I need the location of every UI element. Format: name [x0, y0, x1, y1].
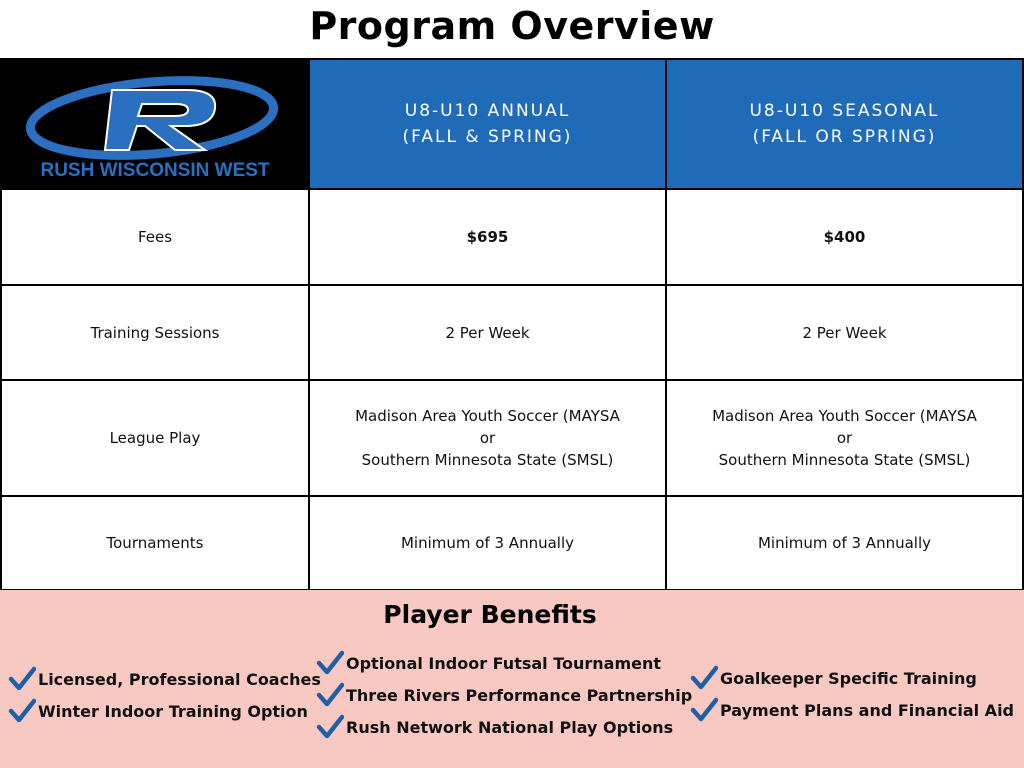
table-row-fees	[1, 189, 1023, 285]
league-annual-line2: or	[479, 429, 496, 447]
benefit-label: Winter Indoor Training Option	[38, 701, 308, 721]
benefit-item	[8, 663, 321, 695]
benefit-item	[8, 695, 321, 727]
table-header-row	[1, 59, 1023, 189]
table-row-league	[1, 380, 1023, 496]
checkmark-icon	[316, 714, 344, 740]
league-seasonal-value	[666, 380, 1023, 496]
tournaments-annual-value: Minimum of 3 Annually	[309, 496, 666, 590]
checkmark-icon	[8, 698, 36, 724]
table-row-tournaments	[1, 496, 1023, 590]
page-title: Program Overview	[309, 4, 715, 48]
column-header-annual	[309, 59, 666, 189]
benefit-label: Goalkeeper Specific Training	[720, 668, 977, 688]
row-label-league: League Play	[1, 380, 309, 496]
checkmark-icon	[690, 697, 718, 723]
column-header-seasonal	[666, 59, 1023, 189]
checkmark-icon	[316, 650, 344, 676]
column-header-seasonal-line2: (FALL OR SPRING)	[752, 127, 937, 147]
benefits-column-1	[8, 663, 321, 727]
rush-logo-icon	[2, 60, 308, 184]
league-seasonal-line1: Madison Area Youth Soccer (MAYSA	[712, 407, 977, 425]
league-annual-line3: Southern Minnesota State (SMSL)	[361, 451, 614, 469]
checkmark-icon	[316, 682, 344, 708]
league-annual-line1: Madison Area Youth Soccer (MAYSA	[355, 407, 620, 425]
league-annual-value	[309, 380, 666, 496]
benefit-item	[690, 662, 1014, 694]
fees-annual-value: $695	[309, 189, 666, 285]
benefit-label: Three Rivers Performance Partnership	[346, 685, 693, 705]
benefit-item	[316, 711, 692, 743]
row-label-training: Training Sessions	[1, 285, 309, 380]
logo-text: RUSH WISCONSIN WEST	[40, 160, 270, 181]
training-annual-value: 2 Per Week	[309, 285, 666, 380]
checkmark-icon	[8, 666, 36, 692]
column-header-annual-line2: (FALL & SPRING)	[402, 127, 573, 147]
row-label-tournaments: Tournaments	[1, 496, 309, 590]
benefit-label: Optional Indoor Futsal Tournament	[346, 653, 662, 673]
fees-seasonal-value: $400	[666, 189, 1023, 285]
training-seasonal-value: 2 Per Week	[666, 285, 1023, 380]
league-seasonal-line3: Southern Minnesota State (SMSL)	[718, 451, 971, 469]
benefit-item	[690, 694, 1014, 726]
column-header-seasonal-line1: U8-U10 SEASONAL	[749, 101, 940, 121]
benefit-item	[316, 679, 692, 711]
table-row-training	[1, 285, 1023, 380]
player-benefits-section	[0, 590, 1024, 768]
benefits-column-2	[316, 647, 692, 743]
tournaments-seasonal-value: Minimum of 3 Annually	[666, 496, 1023, 590]
row-label-fees: Fees	[1, 189, 309, 285]
benefit-label: Payment Plans and Financial Aid	[720, 700, 1014, 720]
logo-cell	[1, 59, 309, 189]
column-header-annual-line1: U8-U10 ANNUAL	[404, 101, 571, 121]
benefit-label: Licensed, Professional Coaches	[38, 669, 321, 689]
benefit-item	[316, 647, 692, 679]
benefits-column-3	[690, 662, 1014, 726]
benefit-label: Rush Network National Play Options	[346, 717, 674, 737]
benefits-title: Player Benefits	[383, 600, 597, 629]
program-table	[0, 58, 1024, 591]
league-seasonal-line2: or	[836, 429, 853, 447]
checkmark-icon	[690, 665, 718, 691]
